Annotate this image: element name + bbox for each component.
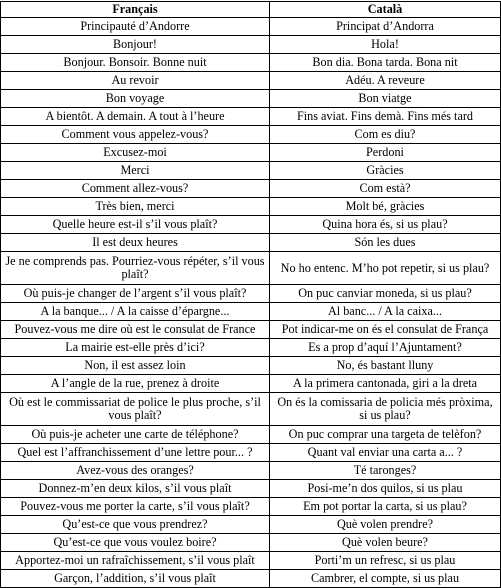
- table-row: [1, 285, 501, 303]
- cell-catalan: On puc canviar moneda, si us plau?: [270, 285, 501, 303]
- cell-french: Bonjour. Bonsoir. Bonne nuit: [1, 54, 270, 72]
- cell-french: Où puis-je changer de l’argent s’il vous plaît?: [1, 285, 270, 303]
- cell-catalan: Quina hora és, si us plau?: [270, 216, 501, 234]
- cell-french: Comment vous appelez-vous?: [1, 126, 270, 144]
- cell-french: Bon voyage: [1, 90, 270, 108]
- cell-french: A bientôt. A demain. A tout à l’heure: [1, 108, 270, 126]
- cell-catalan: On puc comprar una targeta de telèfon?: [270, 426, 501, 444]
- cell-catalan: Fins aviat. Fins demà. Fins més tard: [270, 108, 501, 126]
- cell-catalan: No ho entenc. M’ho pot repetir, si us plau?: [270, 252, 501, 285]
- cell-catalan: Perdoni: [270, 144, 501, 162]
- table-row: [1, 90, 501, 108]
- table-row: [1, 180, 501, 198]
- cell-catalan: Són les dues: [270, 234, 501, 252]
- cell-catalan: On és la comissaria de policia més pròxima, si us plau?: [270, 393, 501, 426]
- cell-catalan: Porti’m un refresc, si us plau: [270, 552, 501, 570]
- table-row: [1, 72, 501, 90]
- cell-catalan: Què volen beure?: [270, 534, 501, 552]
- cell-french: Qu’est-ce que vous voulez boire?: [1, 534, 270, 552]
- cell-french: Très bien, merci: [1, 198, 270, 216]
- table-row: [1, 18, 501, 36]
- cell-catalan: Pot indicar-me on és el consulat de França: [270, 321, 501, 339]
- cell-catalan: Em pot portar la carta, si us plau?: [270, 498, 501, 516]
- header-row: [1, 2, 501, 18]
- table-row: [1, 552, 501, 570]
- cell-catalan: Al banc... / A la caixa...: [270, 303, 501, 321]
- cell-french: Donnez-m’en deux kilos, s’il vous plaît: [1, 480, 270, 498]
- cell-french: Comment allez-vous?: [1, 180, 270, 198]
- cell-catalan: Com està?: [270, 180, 501, 198]
- cell-catalan: Posi-me’n dos quilos, si us plau: [270, 480, 501, 498]
- cell-french: Non, il est assez loin: [1, 357, 270, 375]
- cell-french: Où est le commissariat de police le plus proche, s’il vous plaît?: [1, 393, 270, 426]
- cell-catalan: Cambrer, el compte, si us plau: [270, 570, 501, 588]
- cell-catalan: Es a prop d’aquí l’Ajuntament?: [270, 339, 501, 357]
- table-row: [1, 234, 501, 252]
- table-row: [1, 516, 501, 534]
- table-row: [1, 303, 501, 321]
- cell-catalan: Molt bé, gràcies: [270, 198, 501, 216]
- table-row: [1, 54, 501, 72]
- table-row: [1, 36, 501, 54]
- cell-french: Principauté d’Andorre: [1, 18, 270, 36]
- cell-french: Excusez-moi: [1, 144, 270, 162]
- table-row: [1, 144, 501, 162]
- table-row: [1, 198, 501, 216]
- cell-catalan: Bon viatge: [270, 90, 501, 108]
- table-row: [1, 339, 501, 357]
- cell-catalan: Hola!: [270, 36, 501, 54]
- cell-french: Quel est l’affranchissement d’une lettre pour... ?: [1, 444, 270, 462]
- table-row: [1, 216, 501, 234]
- table-row: [1, 321, 501, 339]
- cell-catalan: Bon dia. Bona tarda. Bona nit: [270, 54, 501, 72]
- cell-catalan: Adéu. A reveure: [270, 72, 501, 90]
- cell-catalan: Gràcies: [270, 162, 501, 180]
- table-row: [1, 480, 501, 498]
- table-row: [1, 570, 501, 588]
- cell-french: La mairie est-elle près d’ici?: [1, 339, 270, 357]
- table-row: [1, 444, 501, 462]
- cell-catalan: Què volen prendre?: [270, 516, 501, 534]
- table-row: [1, 252, 501, 285]
- table-row: [1, 126, 501, 144]
- cell-french: A la banque... / A la caisse d’épargne...: [1, 303, 270, 321]
- cell-catalan: A la primera cantonada, giri a la dreta: [270, 375, 501, 393]
- cell-french: Au revoir: [1, 72, 270, 90]
- cell-french: Bonjour!: [1, 36, 270, 54]
- table-row: [1, 357, 501, 375]
- cell-french: Pouvez-vous me porter la carte, s’il vous plaît?: [1, 498, 270, 516]
- cell-french: Avez-vous des oranges?: [1, 462, 270, 480]
- cell-french: Il est deux heures: [1, 234, 270, 252]
- table-row: [1, 534, 501, 552]
- phrase-table: [0, 1, 501, 588]
- header-french: Français: [1, 2, 270, 18]
- cell-catalan: Com es diu?: [270, 126, 501, 144]
- cell-french: Je ne comprends pas. Pourriez-vous répéter, s’il vous plaît?: [1, 252, 270, 285]
- header-catalan: Català: [270, 2, 501, 18]
- cell-french: A l’angle de la rue, prenez à droite: [1, 375, 270, 393]
- cell-french: Garçon, l’addition, s’il vous plaît: [1, 570, 270, 588]
- cell-catalan: Té taronges?: [270, 462, 501, 480]
- cell-catalan: Quant val enviar una carta a... ?: [270, 444, 501, 462]
- table-row: [1, 108, 501, 126]
- table-row: [1, 426, 501, 444]
- cell-french: Où puis-je acheter une carte de téléphone?: [1, 426, 270, 444]
- table-row: [1, 462, 501, 480]
- table-row: [1, 375, 501, 393]
- cell-catalan: No, és bastant lluny: [270, 357, 501, 375]
- cell-french: Merci: [1, 162, 270, 180]
- cell-catalan: Principat d’Andorra: [270, 18, 501, 36]
- table-row: [1, 162, 501, 180]
- cell-french: Pouvez-vous me dire où est le consulat de France: [1, 321, 270, 339]
- cell-french: Apportez-moi un rafraîchissement, s’il vous plaît: [1, 552, 270, 570]
- cell-french: Quelle heure est-il s’il vous plaît?: [1, 216, 270, 234]
- table-row: [1, 393, 501, 426]
- cell-french: Qu’est-ce que vous prendrez?: [1, 516, 270, 534]
- table-row: [1, 498, 501, 516]
